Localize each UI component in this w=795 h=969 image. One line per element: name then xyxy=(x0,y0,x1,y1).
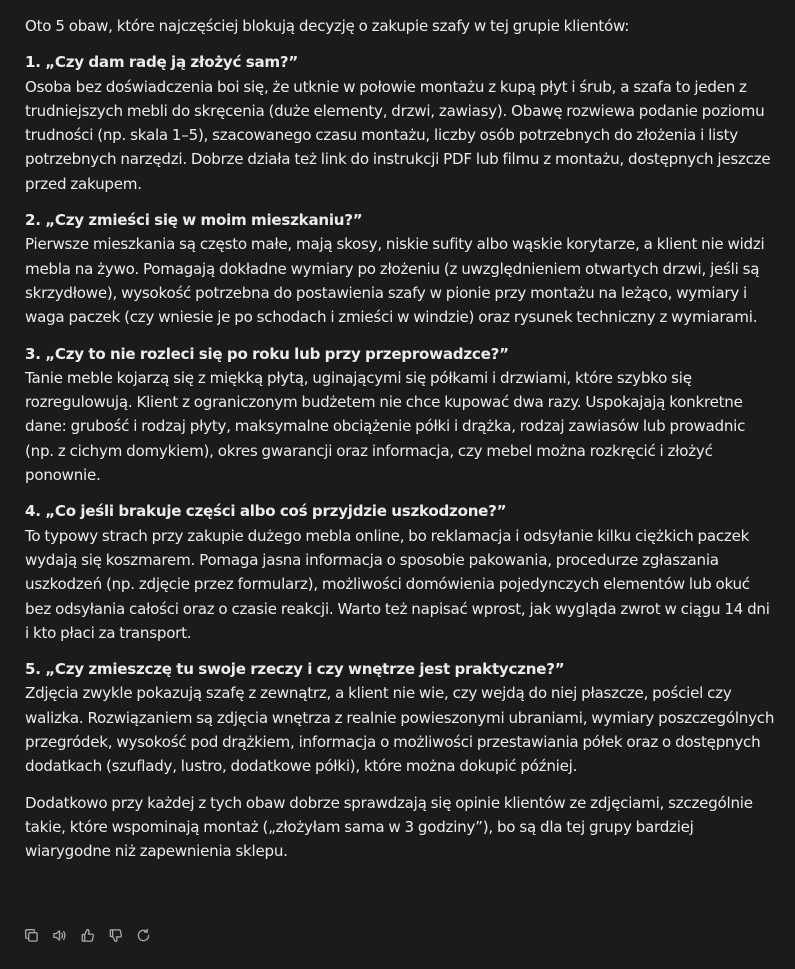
concern-body: Pierwsze mieszkania są często małe, mają skosy, niskie sufity albo wąskie korytarze, a klient nie widzi mebla na żywo. Pomagają dokładne wymiary po złożeniu (z uwzględnieniem otwartych drzwi, jeśli są skrzydłowe), wysokość potrzebna do postawienia szafy w pionie przy montażu na leżąco, wymiary i waga paczek (czy wniesie je po schodach i zmieści w windzie) oraz rysunek techniczny z wymiarami. xyxy=(25,235,765,327)
copy-button[interactable] xyxy=(22,926,40,944)
thumbs-down-button[interactable] xyxy=(106,926,124,944)
regenerate-button[interactable] xyxy=(134,926,152,944)
concern-body: Osoba bez doświadczenia boi się, że utknie w połowie montażu z kupą płyt i śrub, a szafa to jeden z trudniejszych mebli do skręcenia (duże elementy, drzwi, zawiasy). Obawę rozwiewa podanie poziomu trudności (np. skala 1–5), szacowanego czasu montażu, liczby osób potrzebnych do złożenia i listy potrzebnych narzędzi. Dobrze działa też link do instrukcji PDF lub filmu z montażu, dostępnych jeszcze przed zakupem. xyxy=(25,77,771,193)
assistant-message xyxy=(25,14,777,864)
concern-title: 2. „Czy zmieści się w moim mieszkaniu?” xyxy=(25,211,363,230)
regenerate-icon xyxy=(136,928,151,943)
thumbs-down-icon xyxy=(108,928,123,943)
concern-title: 3. „Czy to nie rozleci się po roku lub przy przeprowadzce?” xyxy=(25,344,509,363)
message-summary: Dodatkowo przy każdej z tych obaw dobrze sprawdzają się opinie klientów ze zdjęciami, szczególnie takie, które wspominają montaż („złożyłam sama w 3 godziny”), bo są dla tej grupy bardziej wiarygodne niż zapewnienia sklepu. xyxy=(25,793,753,861)
concern-item xyxy=(25,499,777,645)
concern-item xyxy=(25,657,777,778)
concern-body: Tanie meble kojarzą się z miękką płytą, uginającymi się półkami i drzwiami, które szybko się rozregulowują. Klient z ograniczonym budżetem nie chce kupować dwa razy. Uspokajają konkretne dane: grubość i rodzaj płyty, maksymalne obciążenie półki i drążka, rodzaj zawiasów lub prowadnic (np. z cichym domykiem), okres gwarancji oraz informacja, czy mebel można rozkręcić i złożyć ponownie. xyxy=(25,368,746,485)
concern-item xyxy=(25,342,777,488)
concern-title: 4. „Co jeśli brakuje części albo coś przyjdzie uszkodzone?” xyxy=(25,502,507,521)
thumbs-up-icon xyxy=(80,928,95,943)
copy-icon xyxy=(24,928,39,943)
message-actions-bar xyxy=(22,925,152,945)
concern-item xyxy=(25,50,777,196)
concern-body: To typowy strach przy zakupie dużego mebla online, bo reklamacja i odsyłanie kilku ciężkich paczek wydają się koszmarem. Pomaga jasna informacja o sposobie pakowania, procedurze zgłaszania uszkodzeń (np. zdjęcie przez formularz), możliwości domówienia pojedynczych elementów lub okuć bez odsyłania całości oraz o czasie reakcji. Warto też napisać wprost, jak wygląda zwrot w ciągu 14 dni i kto płaci za transport. xyxy=(25,526,770,642)
concern-body: Zdjęcia zwykle pokazują szafę z zewnątrz, a klient nie wie, czy wejdą do niej płaszcze, pościel czy walizka. Rozwiązaniem są zdjęcia wnętrza z realnie powieszonymi ubraniami, wymiary poszczególnych przegródek, wysokość pod drążkiem, informacja o możliwości przestawiania półek oraz o dostępnych dodatkach (szuflady, lustro, dodatkowe półki), które można dokupić później. xyxy=(25,684,775,776)
thumbs-up-button[interactable] xyxy=(78,926,96,944)
concern-item xyxy=(25,208,777,329)
concern-title: 5. „Czy zmieszczę tu swoje rzeczy i czy wnętrze jest praktyczne?” xyxy=(25,660,565,679)
concern-title: 1. „Czy dam radę ją złożyć sam?” xyxy=(25,53,299,72)
read-aloud-icon xyxy=(52,928,67,943)
read-aloud-button[interactable] xyxy=(50,926,68,944)
message-intro: Oto 5 obaw, które najczęściej blokują decyzję o zakupie szafy w tej grupie klientów: xyxy=(25,17,630,35)
